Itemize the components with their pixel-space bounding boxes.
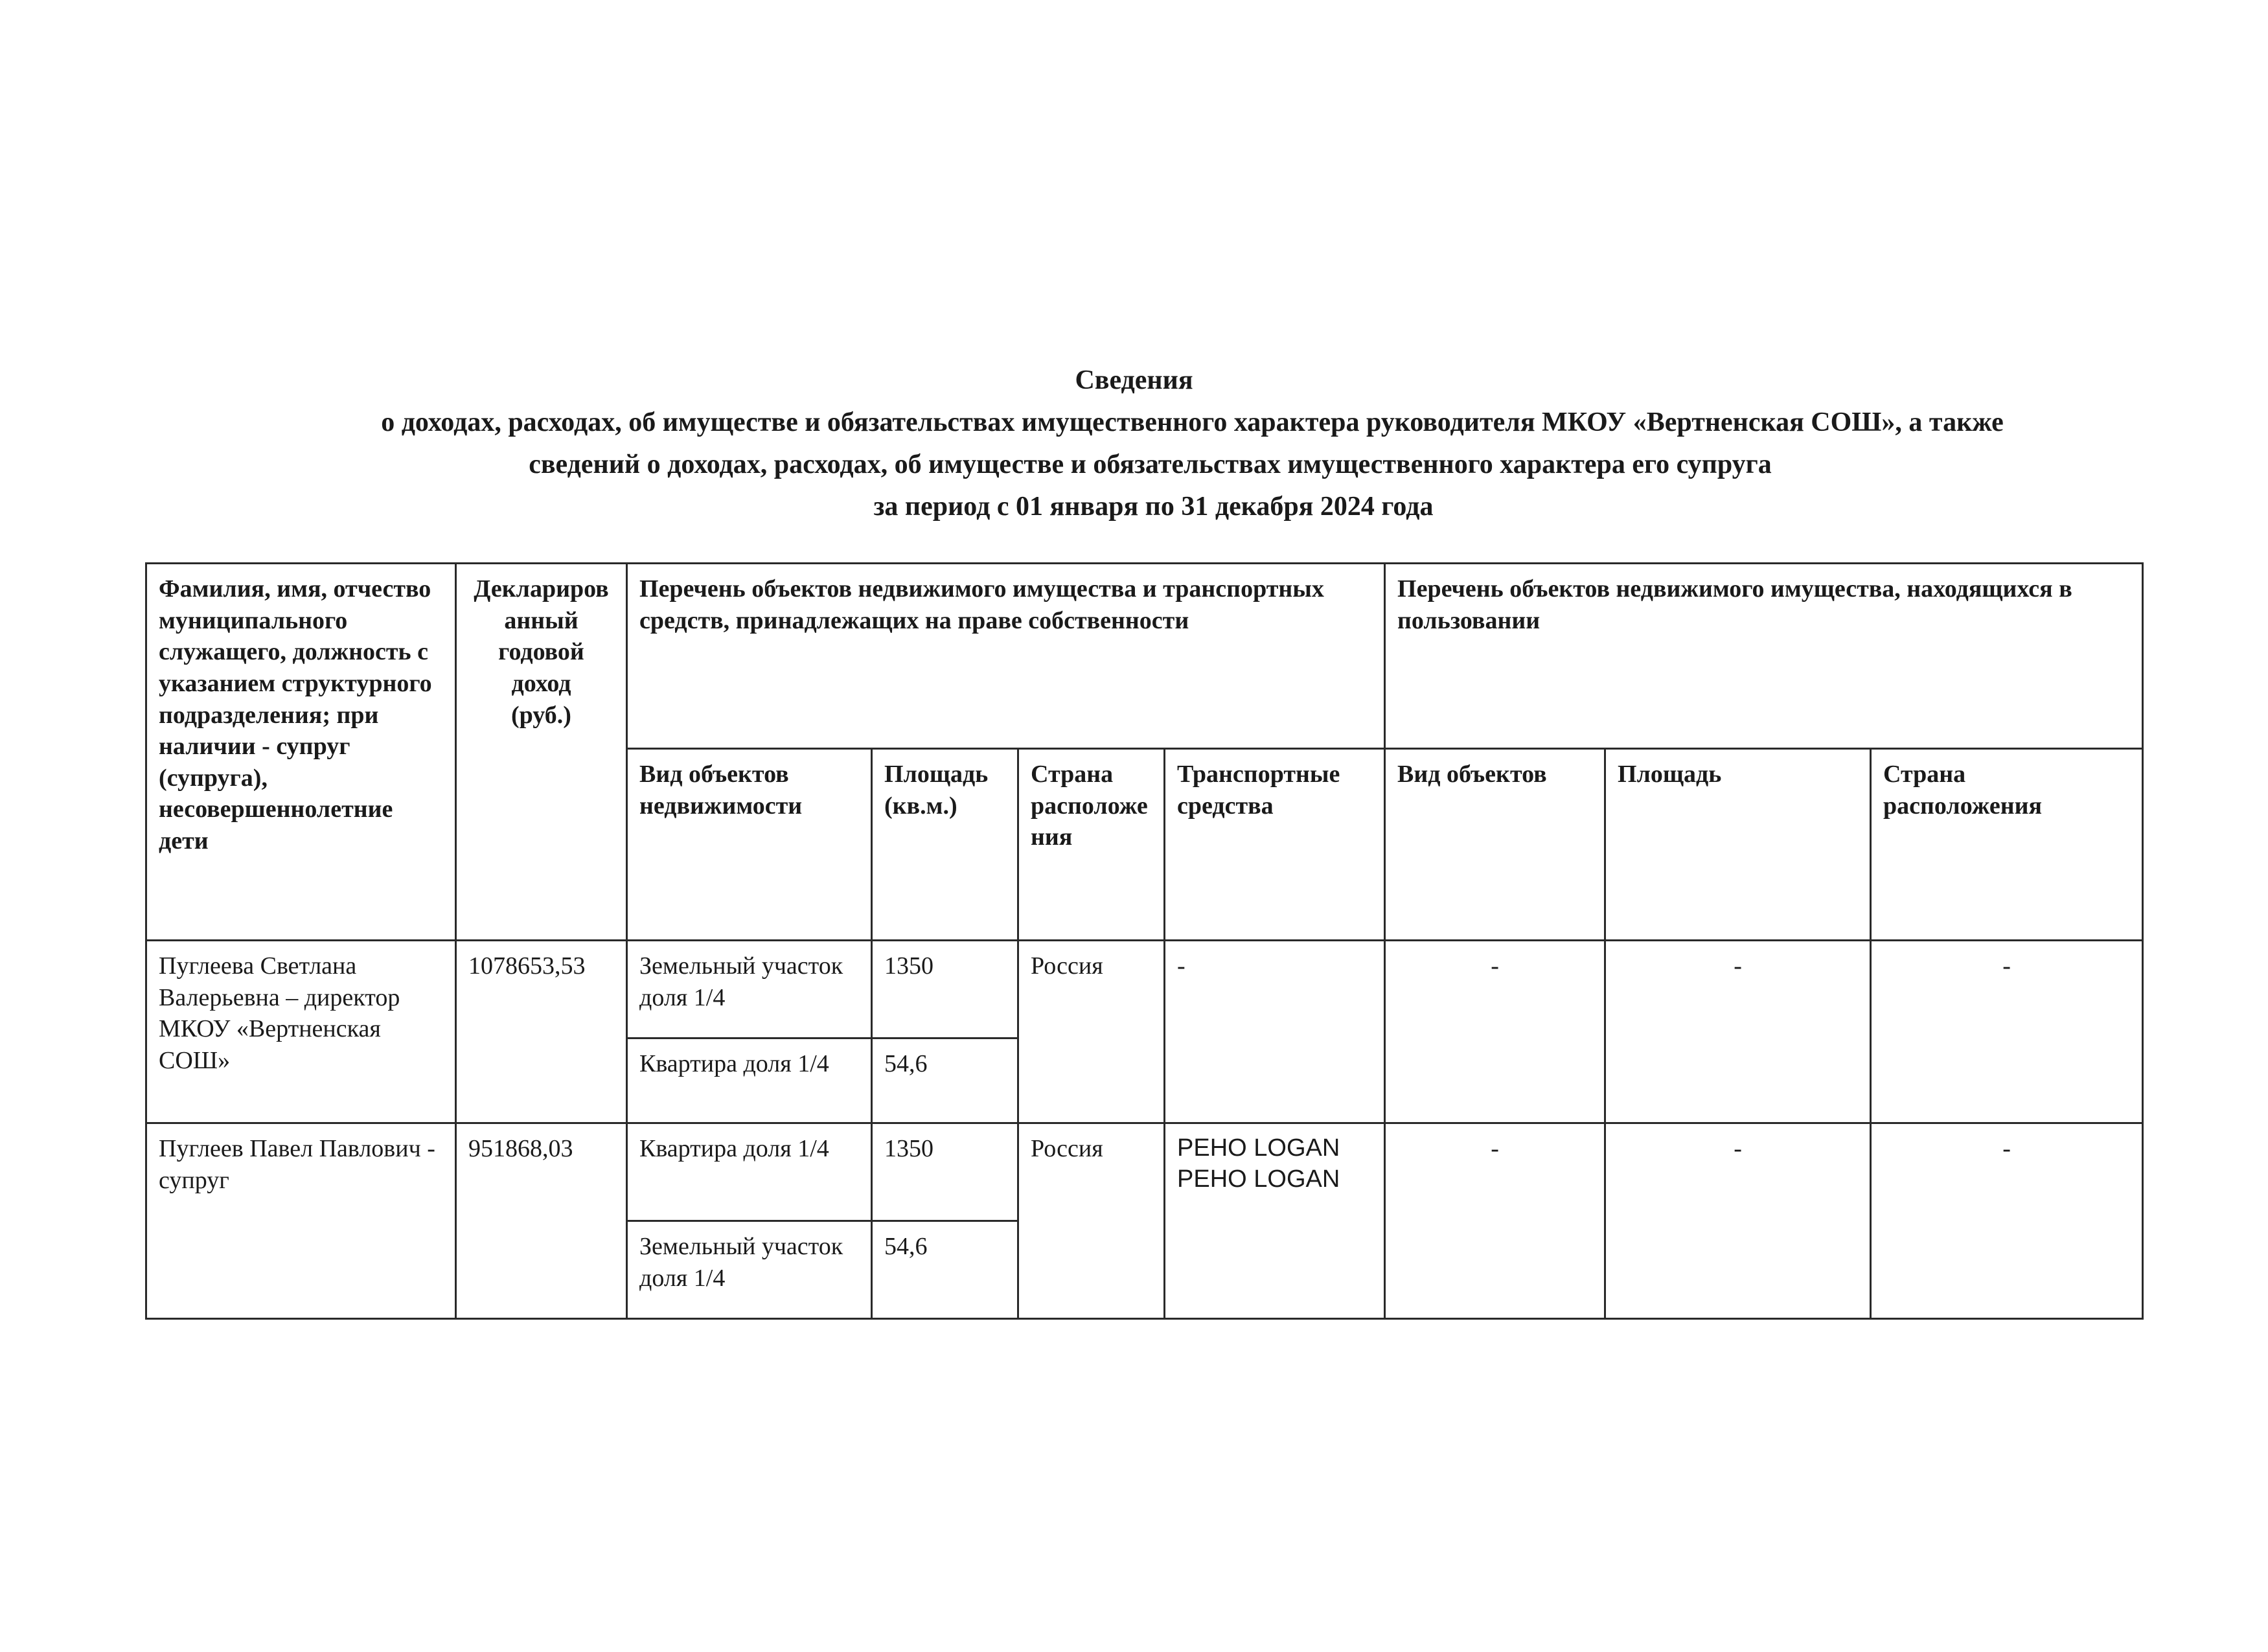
used-country-cell: - [1871,1123,2143,1319]
used-country-cell: - [1871,941,2143,1123]
declaration-table [145,562,2144,1320]
header-income: Декларированный годовой доход (руб.) [456,564,627,941]
income-cell: 951868,03 [456,1123,627,1319]
document-period: за период с 01 января по 31 декабря 2024 года [873,492,1434,522]
header-row-groups [146,564,2143,749]
used-area-cell: - [1605,941,1871,1123]
header-used-area: Площадь [1605,749,1871,941]
property-area-cell: 54,6 [872,1221,1018,1319]
property-area-cell: 54,6 [872,1038,1018,1123]
document-title: Сведения [1075,365,1193,395]
table-row [146,1123,2143,1221]
property-country-cell: Россия [1018,941,1165,1123]
used-area-cell: - [1605,1123,1871,1319]
property-type-cell: Земельный участок доля 1/4 [627,1221,872,1319]
document-heading [0,360,2268,528]
property-type-cell: Земельный участок доля 1/4 [627,941,872,1038]
property-area-cell: 1350 [872,1123,1018,1221]
document-subtitle-line-2: сведений о доходах, расходах, об имуществе и обязательствах имущественного характера его супруга [529,450,1772,480]
header-owned-type: Вид объектов недвижимости [627,749,872,941]
header-used-group: Перечень объектов недвижимого имущества, находящихся в пользовании [1385,564,2143,749]
document-subtitle-line-1: о доходах, расходах, об имуществе и обязательствах имущественного характера руководителя МКОУ «Вертненская СОШ», а также [381,407,2004,438]
header-owned-group: Перечень объектов недвижимого имущества и транспортных средств, принадлежащих на праве собственности [627,564,1385,749]
table-row [146,941,2143,1038]
header-owned-area: Площадь (кв.м.) [872,749,1018,941]
used-type-cell: - [1385,1123,1605,1319]
header-person: Фамилия, имя, отчество муниципального служащего, должность с указанием структурного подразделения; при наличии - супруг (супруга), несовершеннолетние дети [146,564,456,941]
person-name-cell: Пуглеев Павел Павлович - супруг [146,1123,456,1319]
property-type-cell: Квартира доля 1/4 [627,1038,872,1123]
person-name-cell: Пуглеева Светлана Валерьевна – директор МКОУ «Вертненская СОШ» [146,941,456,1123]
header-owned-country: Страна расположения [1018,749,1165,941]
property-type-cell: Квартира доля 1/4 [627,1123,872,1221]
header-used-type: Вид объектов [1385,749,1605,941]
vehicles-cell: РЕНО LOGAN РЕНО LOGAN [1165,1123,1385,1319]
header-used-country: Страна расположения [1871,749,2143,941]
income-cell: 1078653,53 [456,941,627,1123]
used-type-cell: - [1385,941,1605,1123]
vehicles-cell: - [1165,941,1385,1123]
header-vehicles: Транспортные средства [1165,749,1385,941]
property-area-cell: 1350 [872,941,1018,1038]
property-country-cell: Россия [1018,1123,1165,1319]
